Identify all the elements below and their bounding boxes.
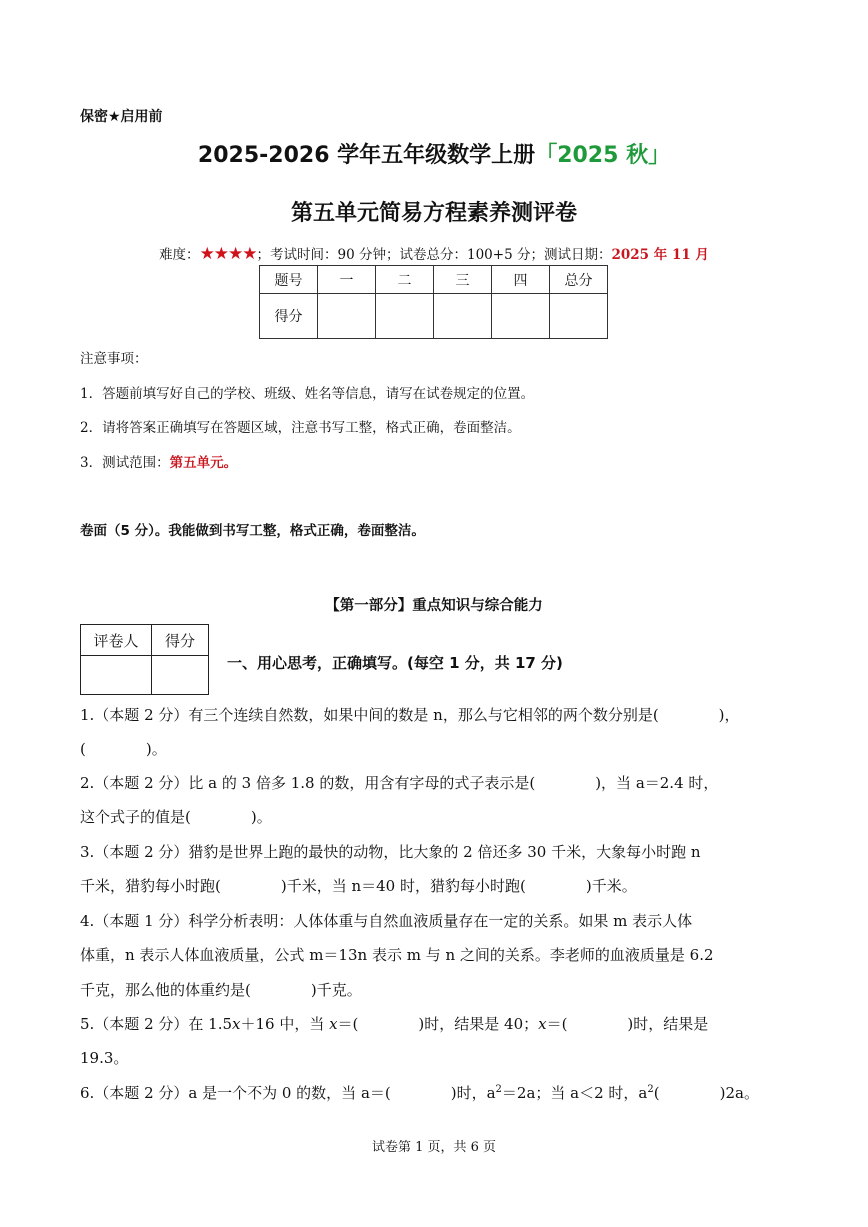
question-2-line-1: 2.（本题 2 分）比 a 的 3 倍多 1.8 的数，用含有字母的式子表示是( )，当 a＝2.4 时， [80,774,719,792]
question-6-line-1 [80,1082,759,1103]
question-1-line-1: 1.（本题 2 分）有三个连续自然数，如果中间的数是 n，那么与它相邻的两个数分别是( )， [80,706,740,724]
notice-item-2: 2．请将答案正确填写在答题区域，注意书写工整，格式正确，卷面整洁。 [80,420,521,436]
score-header-2: 二 [376,266,434,294]
question-5-line-2: 19.3。 [80,1049,129,1067]
question-4-line-1: 4.（本题 1 分）科学分析表明：人体体重与自然血液质量存在一定的关系。如果 m 表示人体 [80,912,693,930]
score-table [259,265,608,339]
difficulty-stars-icon: ★★★★ [199,244,257,264]
notice-item-3-label: 3．测试范围： [80,455,170,471]
notice-item-1: 1．答题前填写好自己的学校、班级、姓名等信息，请写在试卷规定的位置。 [80,386,535,402]
question-6-text-b: ＝2a；当 a＜2 时，a [501,1084,648,1102]
confidential-label: 保密★启用前 [80,109,163,125]
exam-title-badge: 「2025 秋」 [535,143,671,168]
difficulty-label: 难度： [159,247,200,263]
question-1-line-2: ( )。 [80,740,167,758]
exam-title-main: 2025-2026 学年五年级数学上册 [197,143,536,168]
question-6-exponent-1: 2 [495,1084,502,1095]
exam-subtitle: 第五单元简易方程素养测评卷 [290,201,577,226]
question-3-line-1: 3.（本题 2 分）猎豹是世界上跑的最快的动物，比大象的 2 倍还多 30 千米，大象每小时跑 n [80,843,701,861]
exam-info: ；考试时间：90 分钟；试卷总分：100+5 分；测试日期： [256,247,612,263]
question-6-text-a: 6.（本题 2 分）a 是一个不为 0 的数，当 a＝( )时，a [80,1084,496,1102]
score-cell-2[interactable] [376,294,434,339]
section-one-heading: 一、用心思考，正确填写。(每空 1 分，共 17 分) [227,654,563,672]
score-header-1: 一 [318,266,376,294]
notice-item-3 [80,451,237,471]
score-cell-total[interactable] [550,294,608,339]
grader-name-cell[interactable] [81,656,152,695]
question-3-line-2: 千米，猎豹每小时跑( )千米，当 n＝40 时，猎豹每小时跑( )千米。 [80,877,637,895]
score-header-label: 题号 [260,266,318,294]
grader-score-header: 得分 [152,625,209,656]
exam-meta [0,243,868,264]
part-one-heading: 【第一部分】重点知识与综合能力 [325,598,543,614]
neatness-note: 卷面（5 分）。我能做到书写工整，格式正确，卷面整洁。 [80,523,425,539]
score-header-3: 三 [434,266,492,294]
grader-header: 评卷人 [81,625,152,656]
score-cell-4[interactable] [492,294,550,339]
score-cell-3[interactable] [434,294,492,339]
question-6-exponent-2: 2 [647,1084,654,1095]
question-6-text-c: ( )2a。 [653,1084,759,1102]
notice-item-3-scope: 第五单元。 [169,455,238,471]
question-5-line-1: 5.（本题 2 分）在 1.5𝑥＋16 中，当 𝑥＝( )时，结果是 40；𝑥＝( )时，结果是 [80,1015,709,1033]
question-2-line-2: 这个式子的值是( )。 [80,808,272,826]
score-row-label: 得分 [260,294,318,339]
grader-table [80,624,209,695]
grader-score-cell[interactable] [152,656,209,695]
score-header-total: 总分 [550,266,608,294]
exam-date: 2025 年 11 月 [611,247,709,263]
notice-title: 注意事项： [80,351,148,367]
score-cell-1[interactable] [318,294,376,339]
exam-title [0,138,868,169]
score-header-4: 四 [492,266,550,294]
question-4-line-3: 千克，那么他的体重约是( )千克。 [80,981,362,999]
question-4-line-2: 体重，n 表示人体血液质量，公式 m＝13n 表示 m 与 n 之间的关系。李老师的血液质量是 6.2 [80,946,714,964]
page-footer: 试卷第 1 页，共 6 页 [371,1140,497,1155]
